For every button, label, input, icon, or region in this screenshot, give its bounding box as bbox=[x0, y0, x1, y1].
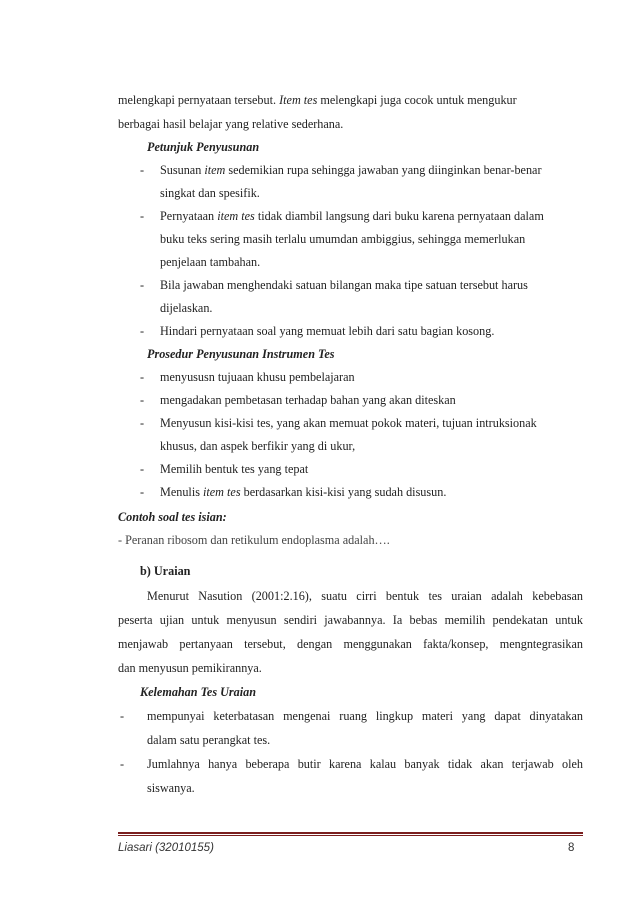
bullet-dash: - bbox=[120, 757, 125, 771]
intro-line-1: melengkapi pernyataan tersebut. Item tes melengkapi juga cocok untuk mengukur bbox=[118, 93, 517, 107]
kelemahan-item-1-cont: dalam satu perangkat tes. bbox=[147, 733, 271, 747]
petunjuk-item-1-cont: singkat dan spesifik. bbox=[160, 186, 260, 200]
bullet-dash: - bbox=[140, 416, 145, 430]
bullet-dash: - bbox=[140, 485, 145, 499]
prosedur-item-3-cont: khusus, dan aspek berfikir yang di ukur, bbox=[160, 439, 356, 453]
intro-line-2: berbagai hasil belajar yang relative sederhana. bbox=[118, 117, 344, 131]
prosedur-heading: Prosedur Penyusunan Instrumen Tes bbox=[147, 347, 335, 361]
kelemahan-item-1: mempunyai keterbatasan mengenai ruang lingkup materi yang dapat dinyatakan bbox=[147, 709, 583, 723]
prosedur-item-5: Menulis item tes berdasarkan kisi-kisi yang sudah disusun. bbox=[160, 485, 447, 499]
petunjuk-heading: Petunjuk Penyusunan bbox=[147, 140, 260, 154]
bullet-dash: - bbox=[140, 324, 145, 338]
petunjuk-item-4: Hindari pernyataan soal yang memuat lebih dari satu bagian kosong. bbox=[160, 324, 495, 338]
footer-rule-thin bbox=[118, 835, 583, 836]
prosedur-item-3: Menyusun kisi-kisi tes, yang akan memuat pokok materi, tujuan intruksionak bbox=[160, 416, 537, 430]
bullet-dash: - bbox=[140, 278, 145, 292]
contoh-line: - Peranan ribosom dan retikulum endoplasma adalah…. bbox=[118, 533, 390, 547]
petunjuk-item-3-cont: dijelaskan. bbox=[160, 301, 213, 315]
uraian-para-line-3: menjawab pertanyaan tersebut, dengan menggunakan fakta/konsep, mengntegrasikan bbox=[118, 637, 583, 651]
bullet-dash: - bbox=[140, 370, 145, 384]
footer-author: Liasari (32010155) bbox=[118, 842, 214, 854]
contoh-heading: Contoh soal tes isian: bbox=[118, 510, 227, 524]
bullet-dash: - bbox=[140, 209, 145, 223]
uraian-para-line-1: Menurut Nasution (2001:2.16), suatu cirri bentuk tes uraian adalah kebebasan bbox=[147, 589, 583, 603]
uraian-para-line-2: peserta ujian untuk menyusun sendiri jawabannya. Ia bebas memilih pendekatan untuk bbox=[118, 613, 583, 627]
bullet-dash: - bbox=[140, 462, 145, 476]
kelemahan-item-2: Jumlahnya hanya beberapa butir karena kalau banyak tidak akan terjawab oleh bbox=[147, 757, 583, 771]
footer-rule bbox=[118, 832, 583, 834]
petunjuk-item-2: Pernyataan item tes tidak diambil langsung dari buku karena pernyataan dalam bbox=[160, 209, 544, 223]
page-number: 8 bbox=[568, 842, 575, 854]
prosedur-item-4: Memilih bentuk tes yang tepat bbox=[160, 462, 309, 476]
uraian-para-line-4: dan menyusun pemikirannya. bbox=[118, 661, 262, 675]
bullet-dash: - bbox=[120, 709, 125, 723]
kelemahan-heading: Kelemahan Tes Uraian bbox=[140, 685, 257, 699]
prosedur-item-1: menyususn tujuaan khusu pembelajaran bbox=[160, 370, 355, 384]
uraian-heading: b) Uraian bbox=[140, 564, 191, 578]
bullet-dash: - bbox=[140, 163, 145, 177]
petunjuk-item-2-cont-2: penjelaan tambahan. bbox=[160, 255, 261, 269]
kelemahan-item-2-cont: siswanya. bbox=[147, 781, 195, 795]
petunjuk-item-1: Susunan item sedemikian rupa sehingga jawaban yang diinginkan benar-benar bbox=[160, 163, 542, 177]
petunjuk-item-3: Bila jawaban menghendaki satuan bilangan maka tipe satuan tersebut harus bbox=[160, 278, 528, 292]
petunjuk-item-2-cont-1: buku teks sering masih terlalu umumdan ambiggius, sehingga memerlukan bbox=[160, 232, 526, 246]
bullet-dash: - bbox=[140, 393, 145, 407]
prosedur-item-2: mengadakan pembetasan terhadap bahan yang akan diteskan bbox=[160, 393, 456, 407]
